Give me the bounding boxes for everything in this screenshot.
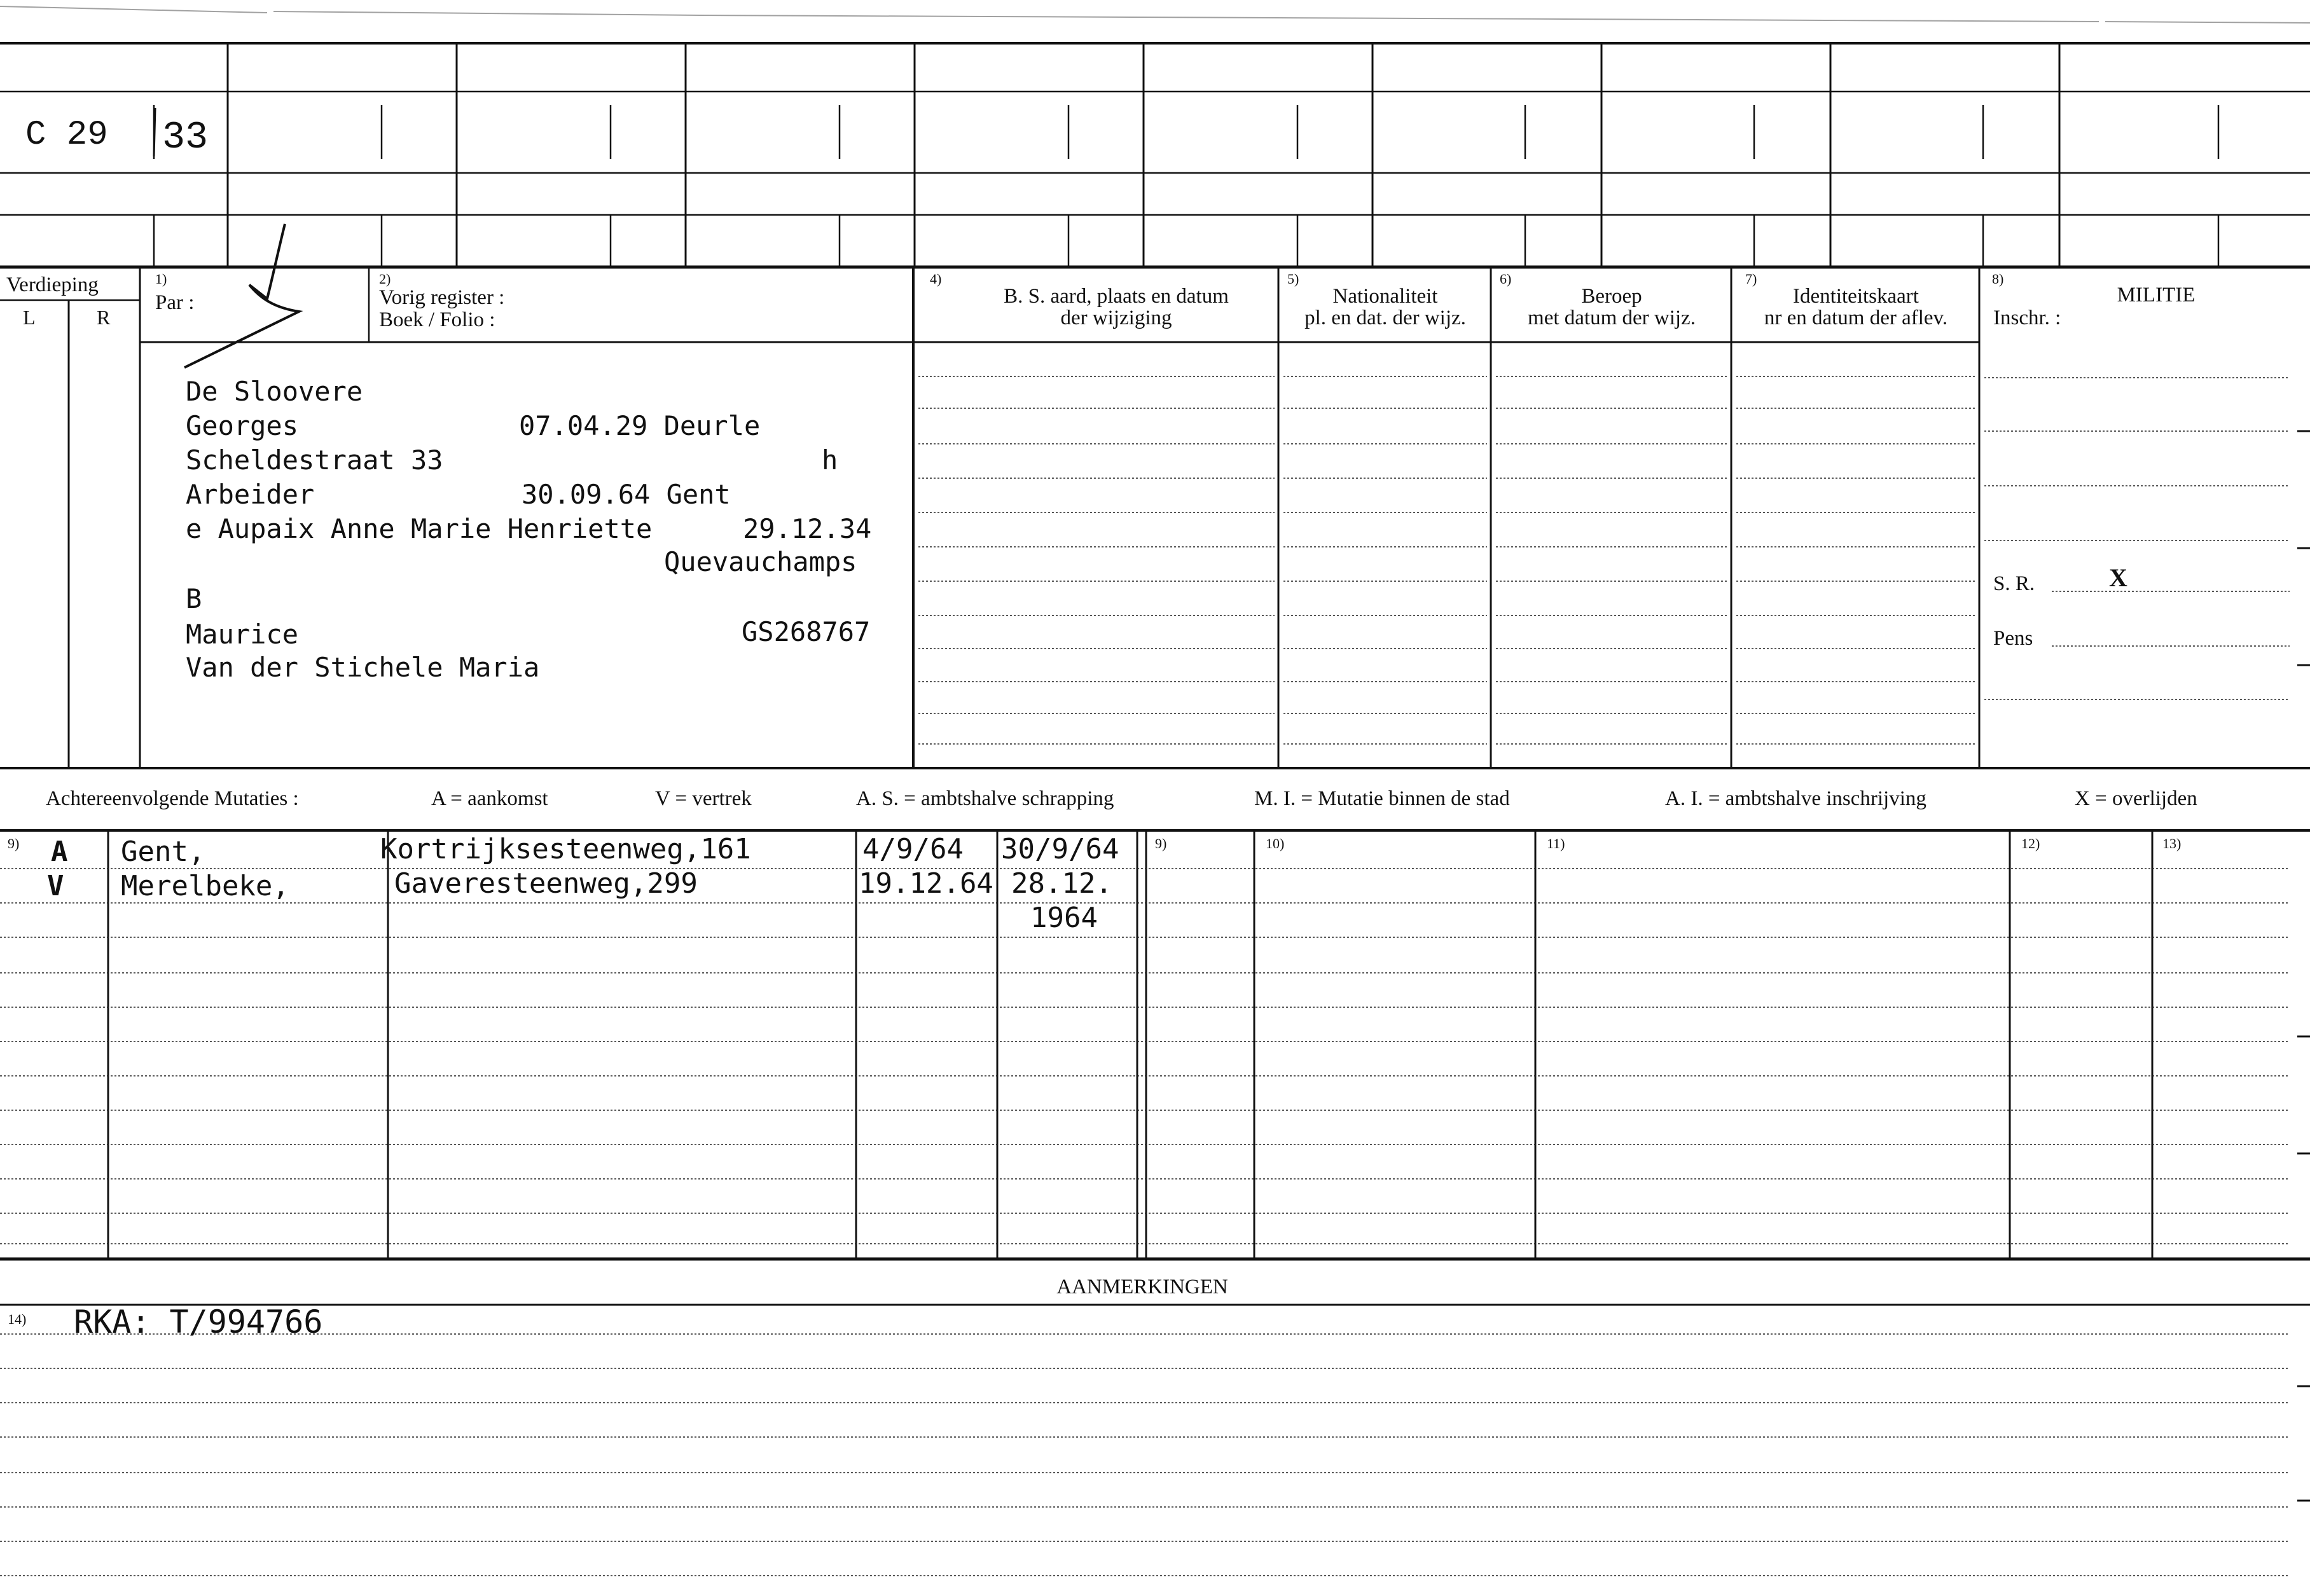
col6-header-line2: met datum der wijz. — [1528, 306, 1696, 329]
col5-header-line1: Nationaliteit — [1332, 285, 1438, 308]
inschr-label: Inschr. : — [1993, 306, 2061, 329]
mutation-grid — [0, 830, 2310, 1259]
remarks-lines — [0, 1334, 2290, 1576]
col2-number: 2) — [379, 271, 391, 287]
mut-col11-number: 11) — [1547, 836, 1565, 851]
remarks-title: AANMERKINGEN — [1056, 1276, 1228, 1298]
par-handwritten-mark — [184, 224, 299, 368]
person-status: h — [822, 444, 838, 476]
top-grid — [0, 43, 2310, 267]
person-code-b: B — [186, 583, 202, 614]
col4-header-line1: B. S. aard, plaats en datum — [1004, 285, 1229, 308]
verdieping-label: Verdieping — [6, 273, 99, 296]
col7-header-line2: nr en datum der aflev. — [1764, 306, 1948, 329]
vorig-register-label: Vorig register : — [379, 286, 505, 309]
legend-v: V = vertrek — [655, 787, 752, 810]
entry-lines — [918, 376, 2290, 744]
floor-l-label: L — [23, 306, 36, 329]
militie-label: MILITIE — [2117, 284, 2196, 306]
mut-col10-number: 10) — [1266, 836, 1285, 851]
legend-mi: M. I. = Mutatie binnen de stad — [1254, 787, 1510, 810]
col7-header-line1: Identiteitskaart — [1793, 285, 1919, 308]
mutation-row-1 — [51, 833, 1119, 868]
legend-title: Achtereenvolgende Mutaties : — [46, 787, 299, 810]
mut-col9-number: 9) — [8, 836, 20, 851]
col6-header-line1: Beroep — [1581, 285, 1642, 308]
col8-number: 8) — [1992, 271, 2004, 287]
mutation-type: V — [47, 870, 64, 902]
person-birth: 07.04.29 Deurle — [519, 410, 761, 441]
person-profession: Arbeider — [186, 479, 315, 510]
card-number: 33 — [162, 116, 209, 160]
card-code: C 29 — [25, 116, 108, 155]
scan-top-edge — [0, 6, 2310, 23]
mutation-street: Gaveresteenweg,299 — [394, 867, 698, 900]
mut-col13-number: 13) — [2162, 836, 2182, 851]
mutation-date1: 4/9/64 — [862, 833, 964, 865]
col1-number: 1) — [155, 271, 167, 287]
person-details — [186, 376, 871, 683]
right-edge-ticks — [2297, 431, 2310, 1501]
mutation-rows — [0, 869, 2290, 1244]
remarks-text: RKA: T/994766 — [74, 1304, 323, 1340]
mutation-place: Gent, — [121, 836, 205, 868]
sr-label: S. R. — [1993, 572, 2035, 595]
person-spouse-birth-place: Quevauchamps — [664, 546, 857, 577]
legend-ai: A. I. = ambtshalve inschrijving — [1665, 787, 1926, 810]
col6-number: 6) — [1500, 271, 1512, 287]
person-firstname: Georges — [186, 410, 299, 441]
person-street: Scheldestraat 33 — [186, 444, 443, 476]
legend-x: X = overlijden — [2075, 787, 2197, 810]
col7-number: 7) — [1745, 271, 1757, 287]
sr-mark: X — [2109, 563, 2127, 592]
person-spouse-birth-date: 29.12.34 — [743, 513, 872, 544]
code-divider — [154, 108, 155, 156]
mutation-date2: 28.12. — [1011, 867, 1112, 900]
col4-number: 4) — [930, 271, 942, 287]
col4-header-line2: der wijziging — [1060, 306, 1172, 329]
person-mother: Van der Stichele Maria — [186, 652, 540, 683]
mutation-date1: 19.12.64 — [859, 867, 993, 900]
boek-folio-label: Boek / Folio : — [379, 308, 495, 331]
pens-label: Pens — [1993, 627, 2033, 650]
mutation-type: A — [51, 836, 68, 868]
person-profession-date: 30.09.64 Gent — [522, 479, 731, 510]
mutation-date2-year: 1964 — [1030, 902, 1098, 934]
par-label: Par : — [155, 291, 195, 314]
legend-a: A = aankomst — [431, 787, 548, 810]
legend-as: A. S. = ambtshalve schrapping — [856, 787, 1114, 810]
person-father: Maurice — [186, 619, 299, 650]
person-surname: De Sloovere — [186, 376, 363, 407]
col5-header-line2: pl. en dat. der wijz. — [1304, 306, 1466, 329]
mut-col12-number: 12) — [2021, 836, 2040, 851]
person-spouse: e Aupaix Anne Marie Henriette — [186, 513, 653, 544]
mutation-street: Kortrijksesteenweg,161 — [380, 833, 751, 865]
person-id-number: GS268767 — [742, 616, 871, 647]
floor-r-label: R — [97, 306, 111, 329]
mutation-date2: 30/9/64 — [1001, 833, 1119, 865]
mut-col9b-number: 9) — [1155, 836, 1167, 851]
mutation-row-2 — [47, 867, 1112, 934]
remarks-number: 14) — [8, 1311, 27, 1327]
mutation-place: Merelbeke, — [121, 870, 289, 902]
mutation-legend — [46, 787, 2197, 810]
col5-number: 5) — [1287, 271, 1299, 287]
